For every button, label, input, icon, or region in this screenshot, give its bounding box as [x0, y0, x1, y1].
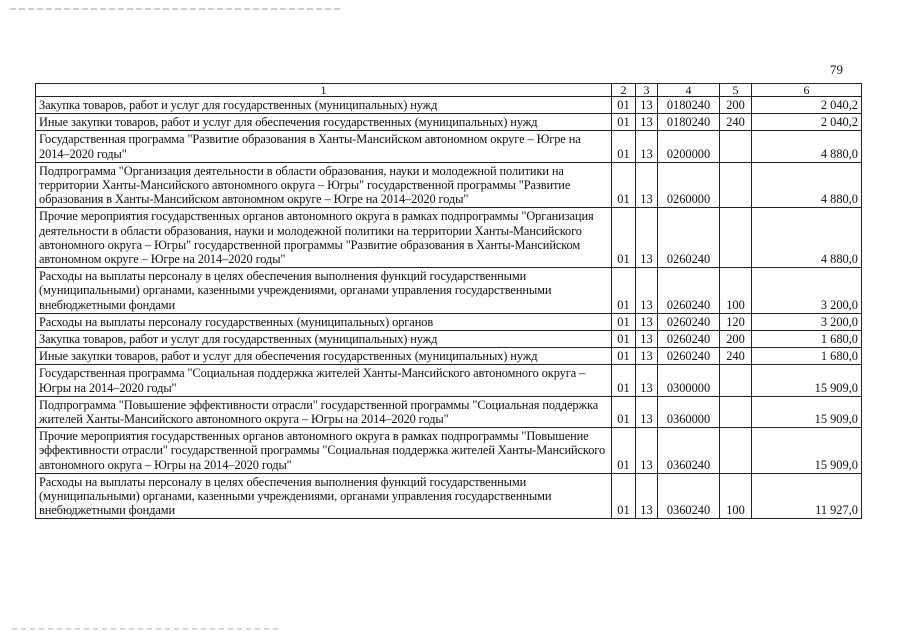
row-target-article: 0360000 — [658, 396, 720, 427]
row-target-article: 0360240 — [658, 428, 720, 474]
row-name: Подпрограмма "Повышение эффективности отрасли" государственной программы "Социальная поддержка жителей Ханты-Мансийского автономного округа – Югры на 2014–2020 годы" — [36, 396, 612, 427]
row-amount: 1 680,0 — [752, 331, 862, 348]
row-amount: 2 040,2 — [752, 114, 862, 131]
row-target-article: 0260240 — [658, 268, 720, 314]
row-section: 01 — [612, 365, 636, 396]
row-name: Закупка товаров, работ и услуг для государственных (муниципальных) нужд — [36, 97, 612, 114]
row-name: Закупка товаров, работ и услуг для государственных (муниципальных) нужд — [36, 331, 612, 348]
row-section: 01 — [612, 131, 636, 162]
row-subsection: 13 — [636, 114, 658, 131]
table-row — [36, 162, 862, 208]
table-row — [36, 396, 862, 427]
table-row — [36, 313, 862, 330]
row-subsection: 13 — [636, 208, 658, 268]
row-subsection: 13 — [636, 348, 658, 365]
row-expense-type: 100 — [720, 473, 752, 519]
row-subsection: 13 — [636, 162, 658, 208]
row-expense-type: 120 — [720, 313, 752, 330]
row-subsection: 13 — [636, 131, 658, 162]
row-amount: 11 927,0 — [752, 473, 862, 519]
row-target-article: 0360240 — [658, 473, 720, 519]
row-subsection: 13 — [636, 268, 658, 314]
row-target-article: 0300000 — [658, 365, 720, 396]
row-target-article: 0260240 — [658, 348, 720, 365]
row-name: Расходы на выплаты персоналу государственных (муниципальных) органов — [36, 313, 612, 330]
row-amount: 15 909,0 — [752, 365, 862, 396]
table-row — [36, 365, 862, 396]
row-section: 01 — [612, 331, 636, 348]
row-expense-type: 240 — [720, 348, 752, 365]
header-cell-name: 1 — [36, 84, 612, 97]
header-cell-target-article: 4 — [658, 84, 720, 97]
row-name: Расходы на выплаты персоналу в целях обеспечения выполнения функций государственными (муниципальными) органами, казенными учреждениями, органами управления государственными внебюджетными фондами — [36, 268, 612, 314]
row-target-article: 0260240 — [658, 208, 720, 268]
row-subsection: 13 — [636, 473, 658, 519]
row-expense-type — [720, 162, 752, 208]
row-amount: 3 200,0 — [752, 313, 862, 330]
row-target-article: 0200000 — [658, 131, 720, 162]
row-target-article: 0180240 — [658, 114, 720, 131]
row-amount: 15 909,0 — [752, 396, 862, 427]
row-amount: 4 880,0 — [752, 208, 862, 268]
row-subsection: 13 — [636, 97, 658, 114]
row-expense-type: 100 — [720, 268, 752, 314]
row-amount: 4 880,0 — [752, 162, 862, 208]
row-expense-type: 200 — [720, 97, 752, 114]
table-row — [36, 331, 862, 348]
table-row — [36, 428, 862, 474]
row-expense-type: 240 — [720, 114, 752, 131]
table-row — [36, 97, 862, 114]
header-cell-section: 2 — [612, 84, 636, 97]
row-section: 01 — [612, 208, 636, 268]
row-target-article: 0260240 — [658, 313, 720, 330]
header-cell-expense-type: 5 — [720, 84, 752, 97]
row-name: Прочие мероприятия государственных органов автономного округа в рамках подпрограммы "Организация деятельности в области образования, науки и молодежной политики на территории Ханты-Мансийского автономного округа – Югры" государственной программы "Развитие образования в Ханты-Мансийском автономном округе – Югре на 2014–2020 годы" — [36, 208, 612, 268]
row-target-article: 0180240 — [658, 97, 720, 114]
scan-artifact-top — [10, 8, 340, 10]
row-section: 01 — [612, 428, 636, 474]
table-row — [36, 473, 862, 519]
table-row — [36, 131, 862, 162]
budget-table — [35, 83, 862, 519]
table-row — [36, 348, 862, 365]
row-subsection: 13 — [636, 313, 658, 330]
row-section: 01 — [612, 97, 636, 114]
row-section: 01 — [612, 268, 636, 314]
row-amount: 2 040,2 — [752, 97, 862, 114]
row-section: 01 — [612, 162, 636, 208]
row-expense-type — [720, 428, 752, 474]
row-name: Подпрограмма "Организация деятельности в области образования, науки и молодежной политики на территории Ханты-Мансийского автономного округа – Югры" государственной программы "Развитие образования в Ханты-Мансийском автономном округе – Югре на 2014–2020 годы" — [36, 162, 612, 208]
header-cell-subsection: 3 — [636, 84, 658, 97]
row-section: 01 — [612, 348, 636, 365]
row-amount: 4 880,0 — [752, 131, 862, 162]
row-amount: 1 680,0 — [752, 348, 862, 365]
row-section: 01 — [612, 313, 636, 330]
row-amount: 3 200,0 — [752, 268, 862, 314]
row-expense-type — [720, 396, 752, 427]
row-name: Расходы на выплаты персоналу в целях обеспечения выполнения функций государственными (муниципальными) органами, казенными учреждениями, органами управления государственными внебюджетными фондами — [36, 473, 612, 519]
row-name: Государственная программа "Социальная поддержка жителей Ханты-Мансийского автономного округа – Югры на 2014–2020 годы" — [36, 365, 612, 396]
row-name: Государственная программа "Развитие образования в Ханты-Мансийском автономном округе – Югре на 2014–2020 годы" — [36, 131, 612, 162]
row-expense-type — [720, 208, 752, 268]
row-target-article: 0260240 — [658, 331, 720, 348]
row-amount: 15 909,0 — [752, 428, 862, 474]
row-subsection: 13 — [636, 396, 658, 427]
row-subsection: 13 — [636, 331, 658, 348]
row-name: Прочие мероприятия государственных органов автономного округа в рамках подпрограммы "Повышение эффективности отрасли" государственной программы "Социальная поддержка жителей Ханты-Мансийского автономного округа – Югры на 2014–2020 годы" — [36, 428, 612, 474]
table-row — [36, 268, 862, 314]
row-name: Иные закупки товаров, работ и услуг для обеспечения государственных (муниципальных) нужд — [36, 348, 612, 365]
header-row — [36, 84, 862, 97]
scan-artifact-bottom — [12, 628, 282, 630]
row-section: 01 — [612, 473, 636, 519]
header-cell-amount: 6 — [752, 84, 862, 97]
row-name: Иные закупки товаров, работ и услуг для обеспечения государственных (муниципальных) нужд — [36, 114, 612, 131]
row-expense-type — [720, 131, 752, 162]
page-number: 79 — [830, 62, 843, 77]
row-subsection: 13 — [636, 365, 658, 396]
row-section: 01 — [612, 396, 636, 427]
row-subsection: 13 — [636, 428, 658, 474]
row-expense-type — [720, 365, 752, 396]
table-row — [36, 114, 862, 131]
table-row — [36, 208, 862, 268]
row-target-article: 0260000 — [658, 162, 720, 208]
row-section: 01 — [612, 114, 636, 131]
row-expense-type: 200 — [720, 331, 752, 348]
